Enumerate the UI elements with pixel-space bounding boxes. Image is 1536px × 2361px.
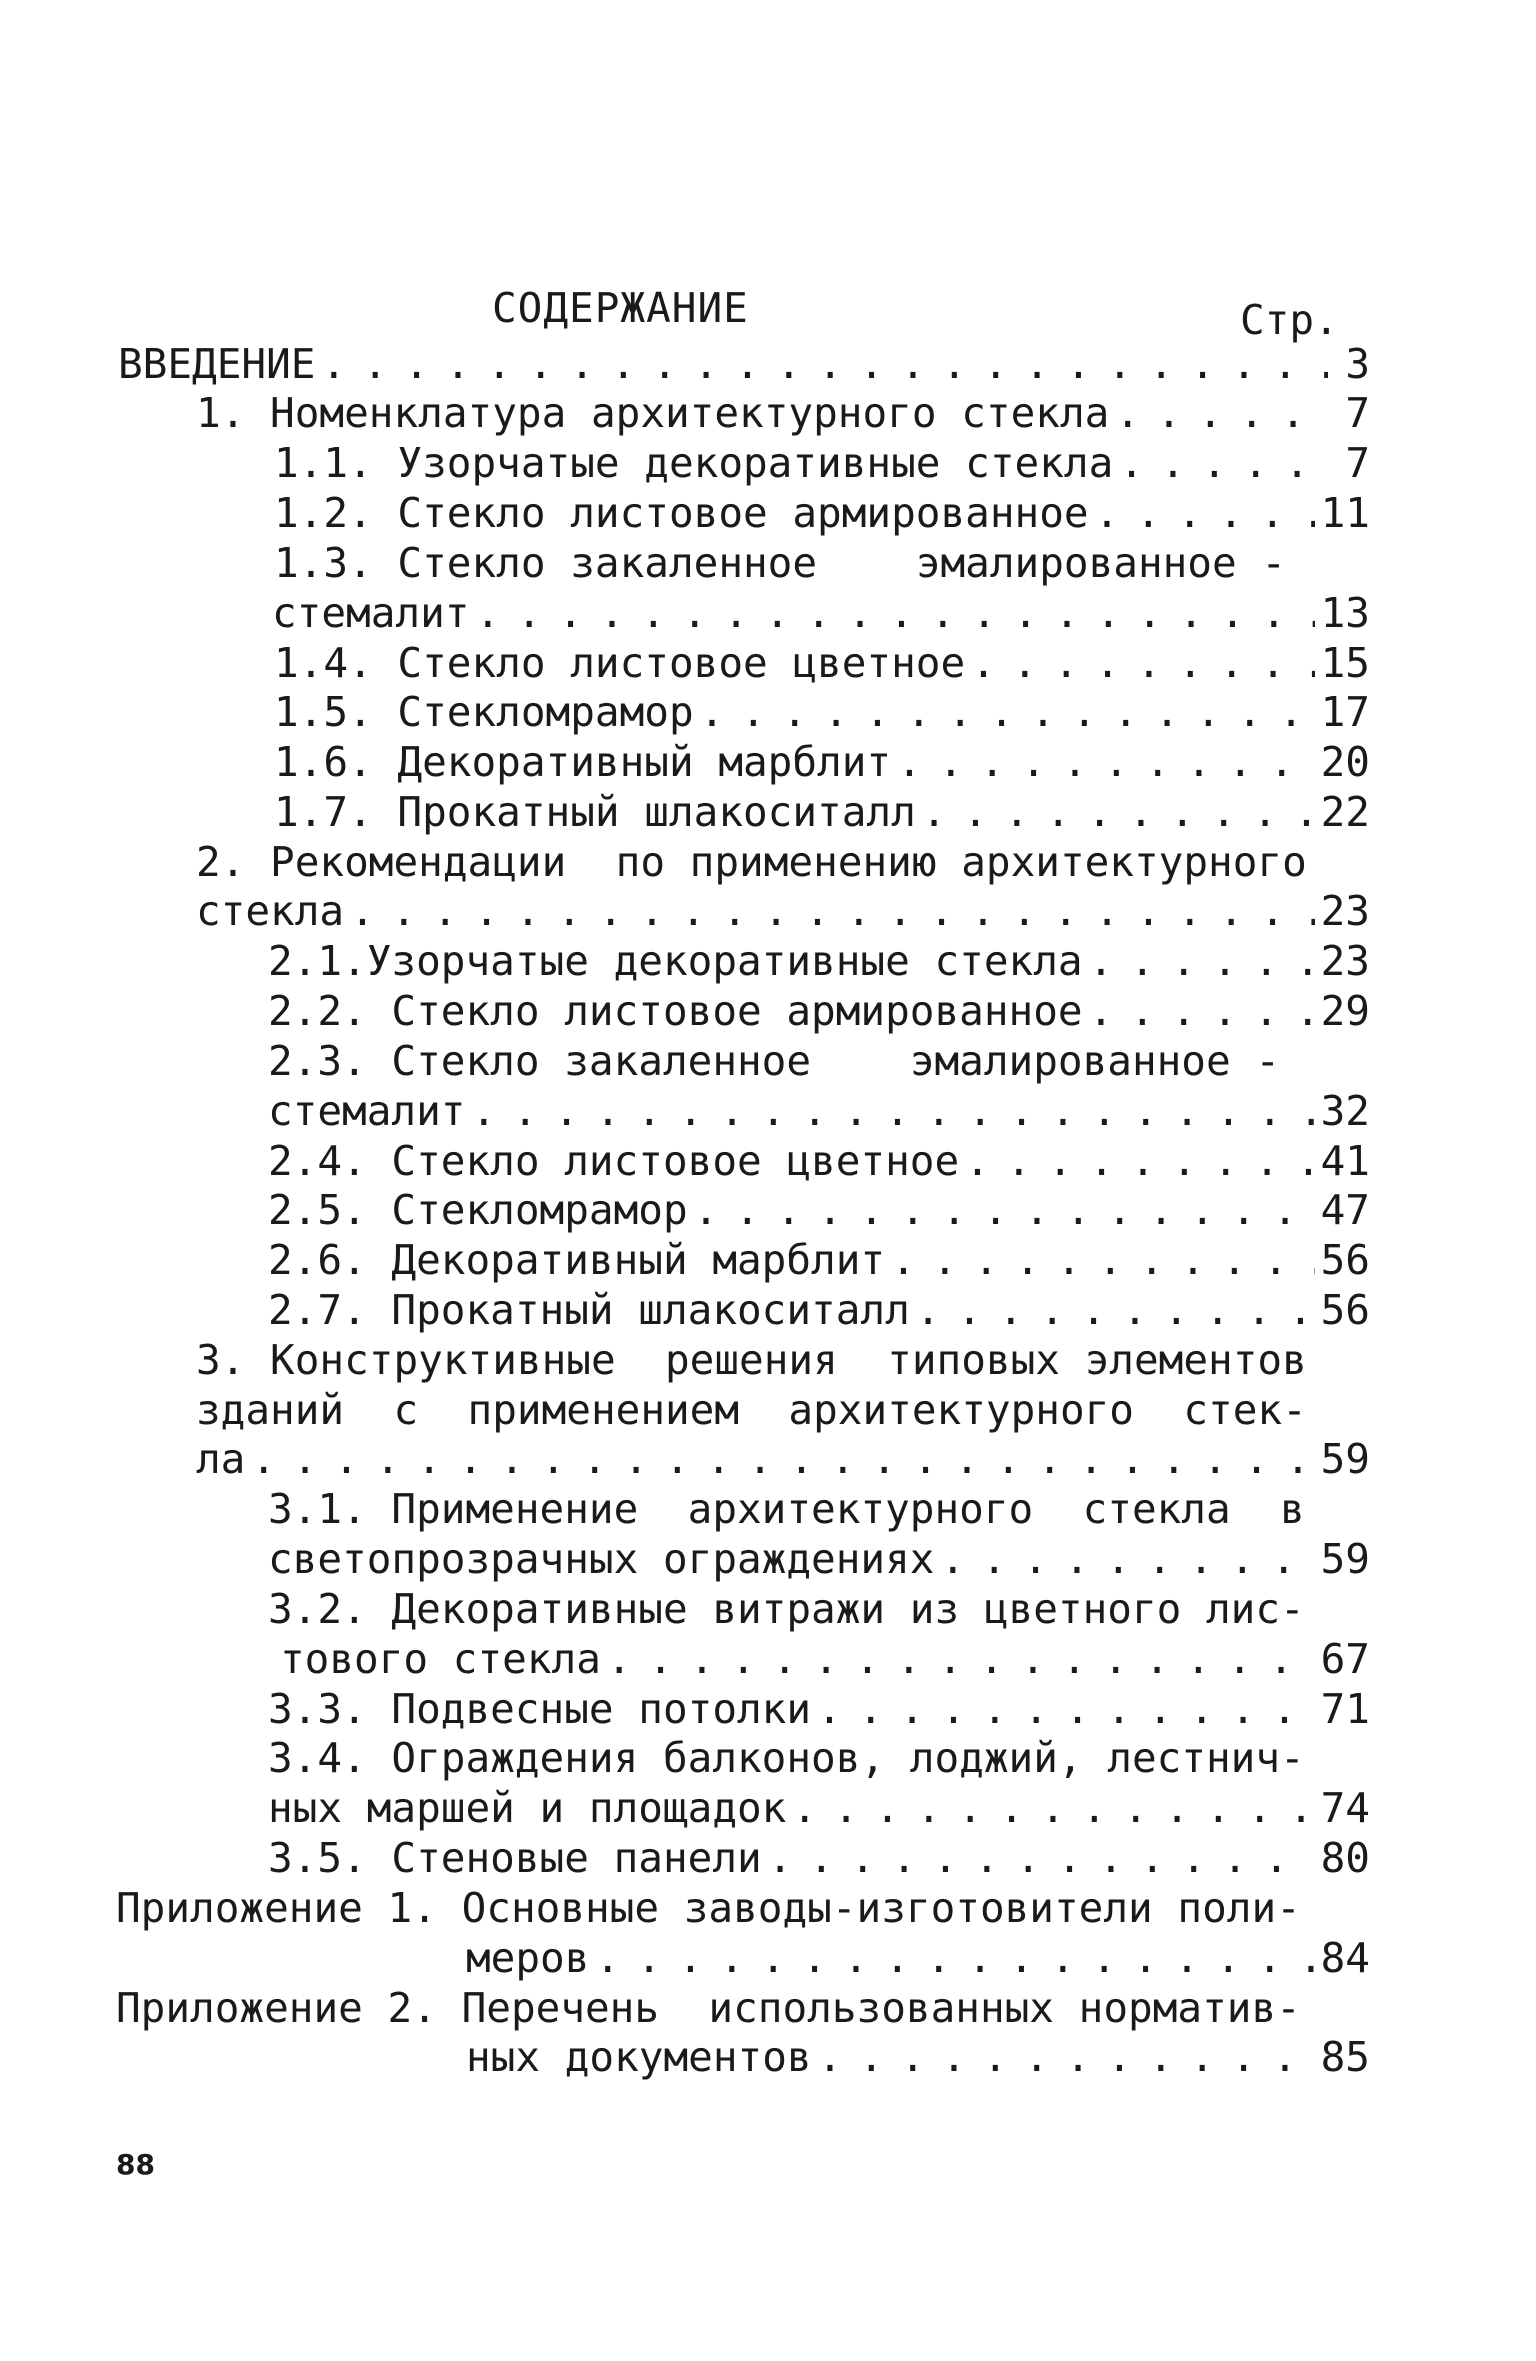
toc-entry-continued: 2.3. Стекло закаленное эмалированное - — [268, 1037, 1281, 1085]
dot-leader — [475, 588, 1314, 638]
toc-entry-page: 29 — [1320, 987, 1370, 1035]
page-title: СОДЕРЖАНИЕ — [492, 284, 749, 332]
toc-entry — [268, 1534, 1370, 1584]
toc-entry-page: 13 — [1320, 589, 1370, 637]
toc-entry-page: 84 — [1320, 1934, 1370, 1982]
toc-entry-page: 67 — [1320, 1635, 1370, 1683]
dot-leader — [965, 1136, 1314, 1186]
toc-entry — [118, 339, 1370, 389]
toc-entry-page: 32 — [1320, 1087, 1370, 1135]
dot-leader — [1115, 388, 1328, 438]
dot-leader — [817, 1684, 1315, 1734]
dot-leader — [916, 1285, 1315, 1335]
toc-entry-title: 1.6. Декоративный марблит — [274, 738, 892, 786]
toc-entry-page: 71 — [1320, 1685, 1370, 1733]
toc-entry-title: ных документов — [466, 2033, 812, 2081]
toc-entry-continued: зданий с применением архитектурного стек- — [196, 1386, 1307, 1434]
dot-leader — [971, 638, 1314, 688]
toc-entry-continued: 1.3. Стекло закаленное эмалированное - — [274, 539, 1287, 587]
toc-entry-title: 2.1.Узорчатые декоративные стекла — [268, 937, 1083, 985]
toc-entry — [268, 936, 1370, 986]
toc-entry-title: ВВЕДЕНИЕ — [118, 340, 316, 388]
toc-entry-title: стекла — [196, 887, 345, 935]
appendix-entry: Приложение 2. Перечень использованных норматив- — [116, 1984, 1301, 2032]
toc-entry-page: 11 — [1320, 489, 1370, 537]
toc-entry — [274, 687, 1370, 737]
toc-entry-continued: 3.2. Декоративные витражи из цветного лис- — [268, 1585, 1305, 1633]
toc-entry-continued: 3.1. Применение архитектурного стекла в — [268, 1485, 1305, 1533]
dot-leader — [595, 1933, 1314, 1983]
toc-entry-page: 59 — [1320, 1535, 1370, 1583]
toc-entry-title: 2.6. Декоративный марблит — [268, 1236, 886, 1284]
toc-entry — [274, 638, 1370, 688]
toc-entry-page: 41 — [1320, 1137, 1370, 1185]
toc-entry-title: 3.3. Подвесные потолки — [268, 1685, 812, 1733]
toc-entry-page: 74 — [1320, 1784, 1370, 1832]
toc-entry-page: 85 — [1320, 2033, 1370, 2081]
toc-entry-title: 2.2. Стекло листовое армированное — [268, 987, 1083, 1035]
toc-entry-title: 1.5. Стекломрамор — [274, 688, 694, 736]
page-number: 88 — [116, 2148, 155, 2181]
toc-entry-title: меров — [466, 1934, 590, 1982]
toc-entry-title: ла — [196, 1435, 246, 1483]
toc-entry-page: 22 — [1320, 788, 1370, 836]
dot-leader — [897, 737, 1315, 787]
dot-leader — [1089, 936, 1315, 986]
toc-entry — [268, 1684, 1370, 1734]
dot-leader — [471, 1086, 1314, 1136]
toc-entry — [272, 588, 1370, 638]
dot-leader — [922, 787, 1315, 837]
toc-entry-page: 56 — [1320, 1286, 1370, 1334]
toc-entry — [196, 388, 1370, 438]
toc-entry-title: 3.5. Стеновые панели — [268, 1834, 762, 1882]
toc-entry-page: 7 — [1345, 439, 1370, 487]
toc-entry — [268, 1235, 1370, 1285]
dot-leader — [321, 339, 1328, 389]
toc-entry — [274, 438, 1370, 488]
toc-entry-title: 1.1. Узорчатые декоративные стекла — [274, 439, 1114, 487]
toc-entry-page: 23 — [1320, 887, 1370, 935]
dot-leader — [350, 886, 1315, 936]
toc-entry-page: 7 — [1345, 389, 1370, 437]
page-column-header: Стр. — [1240, 296, 1339, 344]
toc-entry-page: 15 — [1320, 639, 1370, 687]
toc-entry-title: 2.5. Стекломрамор — [268, 1186, 688, 1234]
toc-entry — [466, 1933, 1370, 1983]
dot-leader — [1089, 986, 1315, 1036]
dot-leader — [1119, 438, 1328, 488]
dot-leader — [768, 1833, 1315, 1883]
toc-entry-continued: 3.4. Ограждения балконов, лоджий, лестнич- — [268, 1734, 1305, 1782]
toc-entry — [268, 1833, 1370, 1883]
toc-entry — [274, 737, 1370, 787]
toc-entry — [268, 1086, 1370, 1136]
toc-entry — [196, 1434, 1370, 1484]
dot-leader — [818, 2032, 1315, 2082]
dot-leader — [251, 1434, 1314, 1484]
toc-entry-title: стемалит — [268, 1087, 466, 1135]
dot-leader — [700, 687, 1315, 737]
toc-entry-title: 1.4. Стекло листовое цветное — [274, 639, 966, 687]
toc-entry-page: 20 — [1320, 738, 1370, 786]
toc-entry-page: 23 — [1320, 937, 1370, 985]
toc-entry — [274, 787, 1370, 837]
toc-entry-title: 1.7. Прокатный шлакоситалл — [274, 788, 916, 836]
toc-entry-title: 1.2. Стекло листовое армированное — [274, 489, 1089, 537]
toc-entry-title: 1. Номенклатура архитектурного стекла — [196, 389, 1110, 437]
toc-entry — [280, 1634, 1370, 1684]
toc-entry-title: светопрозрачных ограждениях — [268, 1535, 935, 1583]
toc-entry-page: 56 — [1320, 1236, 1370, 1284]
toc-entry-title: тового стекла — [280, 1635, 601, 1683]
appendix-entry: Приложение 1. Основные заводы-изготовители поли- — [116, 1884, 1301, 1932]
toc-entry-title: стемалит — [272, 589, 470, 637]
dot-leader — [607, 1634, 1315, 1684]
toc-entry — [274, 488, 1370, 538]
toc-entry-title: 2.4. Стекло листовое цветное — [268, 1137, 960, 1185]
toc-entry-title: 2.7. Прокатный шлакоситалл — [268, 1286, 910, 1334]
toc-entry-title: ных маршей и площадок — [268, 1784, 787, 1832]
toc-entry-page: 3 — [1345, 340, 1370, 388]
toc-entry — [268, 1783, 1370, 1833]
toc-entry-continued: 3. Конструктивные решения типовых элементов — [196, 1336, 1307, 1384]
toc-entry-page: 80 — [1320, 1834, 1370, 1882]
dot-leader — [940, 1534, 1314, 1584]
toc-entry-continued: 2. Рекомендации по применению архитектурного — [196, 838, 1307, 886]
toc-entry — [466, 2032, 1370, 2082]
dot-leader — [792, 1783, 1314, 1833]
toc-entry-page: 17 — [1320, 688, 1370, 736]
dot-leader — [891, 1235, 1315, 1285]
toc-entry — [268, 986, 1370, 1036]
dot-leader — [1095, 488, 1315, 538]
toc-entry — [196, 886, 1370, 936]
dot-leader — [694, 1185, 1315, 1235]
toc-entry-page: 59 — [1320, 1435, 1370, 1483]
toc-entry — [268, 1136, 1370, 1186]
toc-entry — [268, 1185, 1370, 1235]
toc-entry-page: 47 — [1320, 1186, 1370, 1234]
toc-entry — [268, 1285, 1370, 1335]
